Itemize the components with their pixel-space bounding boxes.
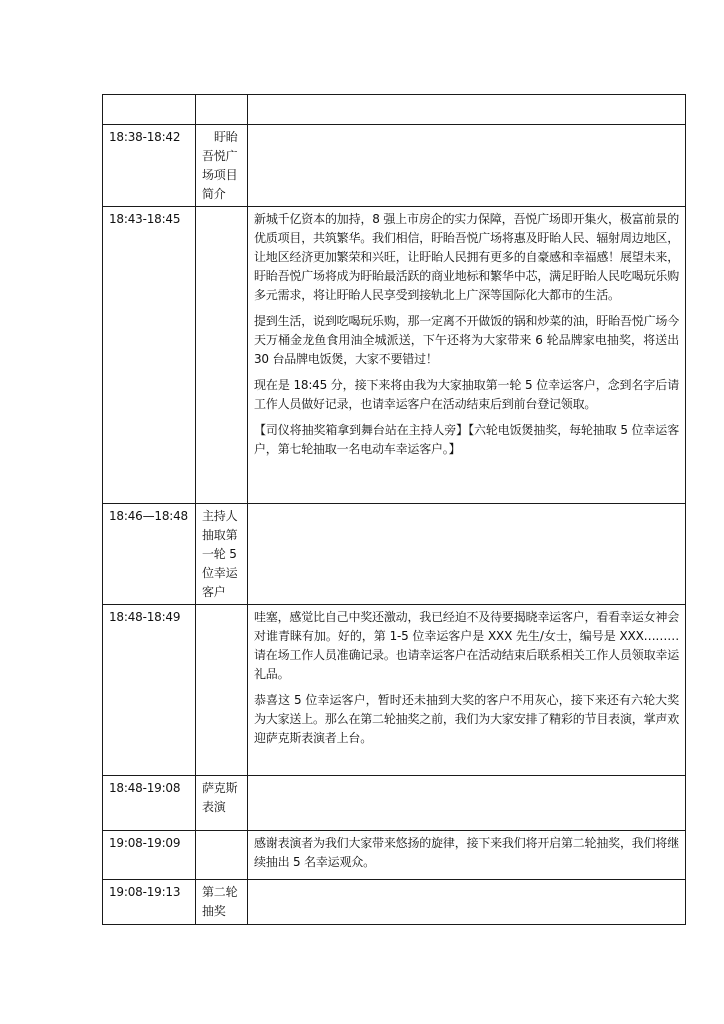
paragraph: 新城千亿资本的加持，8 强上市房企的实力保障，吾悦广场即开集火，极富前景的优质项目，共筑繁华。我们相信，盱眙吾悦广场将惠及盱眙人民、辐射周边地区，让地区经济更加繁荣和兴旺，让盱眙人民拥有更多的自豪感和幸福感！展望未来，盱眙吾悦广场将成为盱眙最活跃的商业地标和繁华中芯，满足盱眙人民吃喝玩乐购多元需求，将让盱眙人民享受到接轨北上广深等国际化大都市的生活。 <box>254 212 679 302</box>
table-row <box>103 504 686 605</box>
table-row <box>103 95 686 125</box>
item-cell <box>196 207 248 504</box>
table-row <box>103 776 686 831</box>
content-cell <box>248 880 686 925</box>
item-cell: 萨克斯表演 <box>196 776 248 831</box>
time-cell: 19:08-19:09 <box>103 831 196 880</box>
time-cell: 18:46—18:48 <box>103 504 196 605</box>
item-cell: 盱眙吾悦广场项目简介 <box>196 125 248 207</box>
schedule-table <box>102 94 686 925</box>
table-row <box>103 207 686 504</box>
item-cell <box>196 831 248 880</box>
time-cell: 19:08-19:13 <box>103 880 196 925</box>
time-cell: 18:48-18:49 <box>103 605 196 776</box>
content-cell <box>248 605 686 776</box>
table-row <box>103 880 686 925</box>
item-cell: 第二轮抽奖 <box>196 880 248 925</box>
item-cell <box>196 95 248 125</box>
paragraph: 【司仪将抽奖箱拿到舞台站在主持人旁】【六轮电饭煲抽奖，每轮抽取 5 位幸运客户，第七轮抽取一名电动车幸运客户。】 <box>254 423 679 456</box>
content-cell <box>248 125 686 207</box>
paragraph: 恭喜这 5 位幸运客户，暂时还未抽到大奖的客户不用灰心，接下来还有六轮大奖为大家送上。那么在第二轮抽奖之前，我们为大家安排了精彩的节目表演，掌声欢迎萨克斯表演者上台。 <box>254 693 679 745</box>
time-cell <box>103 95 196 125</box>
item-cell <box>196 605 248 776</box>
content-cell <box>248 776 686 831</box>
time-cell: 18:43-18:45 <box>103 207 196 504</box>
paragraph: 哇塞，感觉比自己中奖还激动，我已经迫不及待要揭晓幸运客户，看看幸运女神会对谁青睐有加。好的，第 1-5 位幸运客户是 XXX 先生/女士，编号是 XXX………请在场工作人员准确记录。也请幸运客户在活动结束后联系相关工作人员领取幸运礼品。 <box>254 610 679 681</box>
table-row <box>103 125 686 207</box>
paragraph: 感谢表演者为我们大家带来悠扬的旋律，接下来我们将开启第二轮抽奖，我们将继续抽出 5 名幸运观众。 <box>254 836 679 869</box>
content-cell <box>248 207 686 504</box>
item-cell: 主持人抽取第一轮 5 位幸运客户 <box>196 504 248 605</box>
table-row <box>103 605 686 776</box>
time-cell: 18:48-19:08 <box>103 776 196 831</box>
paragraph: 提到生活，说到吃喝玩乐购，那一定离不开做饭的锅和炒菜的油，盱眙吾悦广场今天万桶金龙鱼食用油全城派送，下午还将为大家带来 6 轮品牌家电抽奖，将送出 30 台品牌电饭煲，大家不要错过！ <box>254 314 679 366</box>
time-cell: 18:38-18:42 <box>103 125 196 207</box>
content-cell <box>248 95 686 125</box>
content-cell <box>248 504 686 605</box>
table-row <box>103 831 686 880</box>
paragraph: 现在是 18:45 分，接下来将由我为大家抽取第一轮 5 位幸运客户，念到名字后请工作人员做好记录，也请幸运客户在活动结束后到前台登记领取。 <box>254 378 679 411</box>
content-cell <box>248 831 686 880</box>
